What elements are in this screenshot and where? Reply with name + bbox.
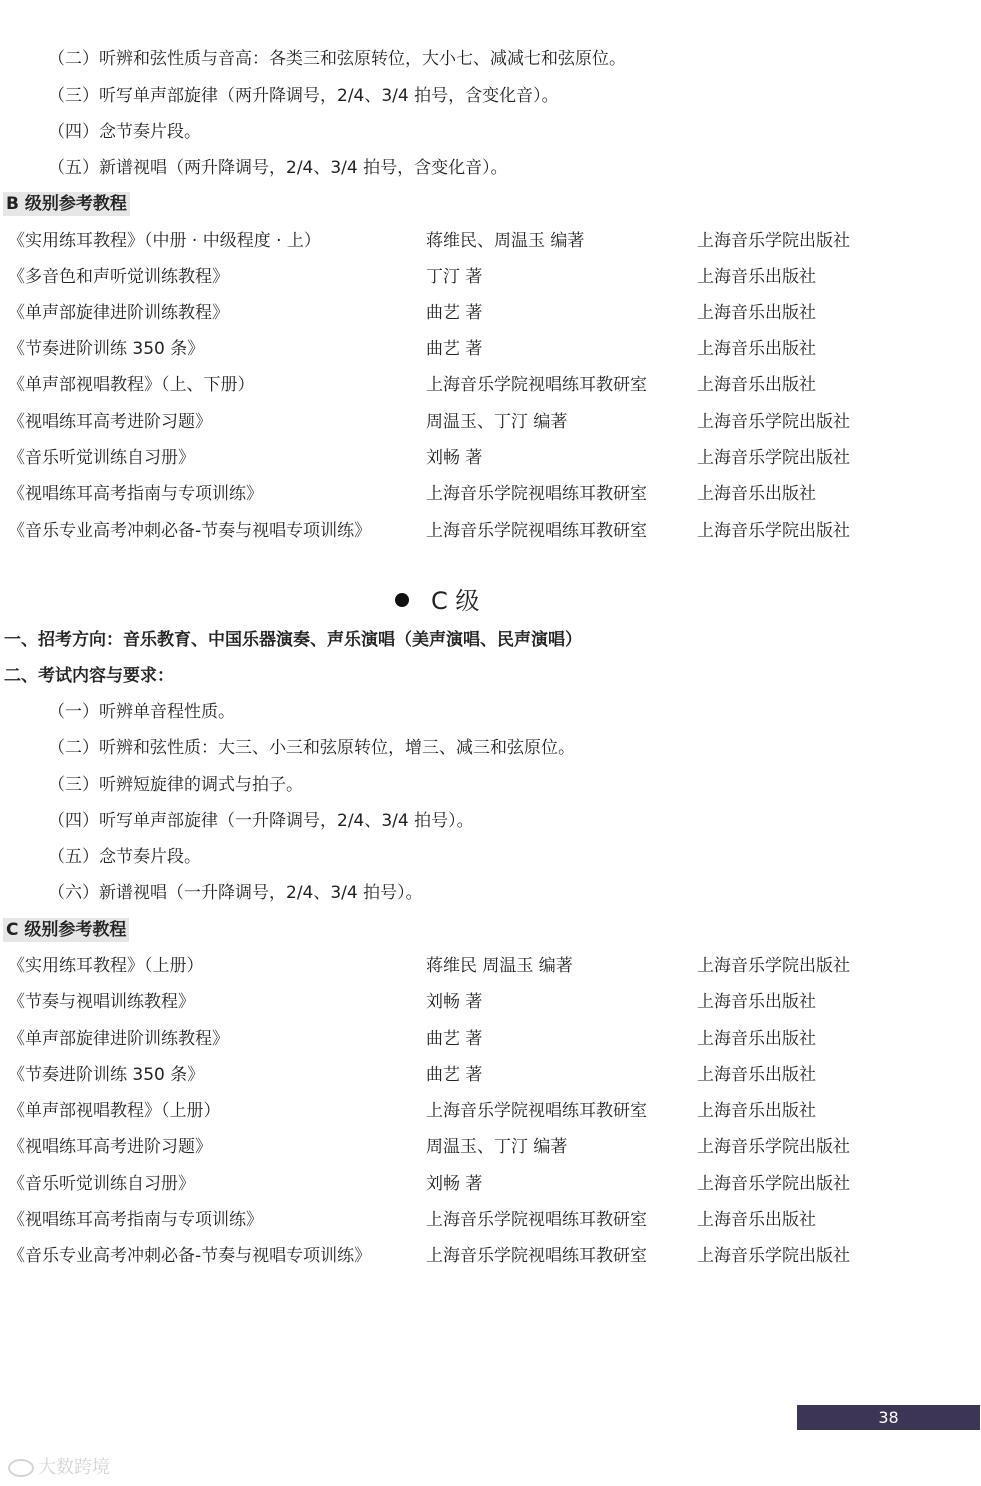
c-book-row	[0, 1244, 981, 1268]
book-publisher: 上海音乐出版社	[697, 339, 816, 359]
book-publisher: 上海音乐出版社	[697, 992, 816, 1012]
c-requirement-3: （三）听辨短旋律的调式与拍子。	[48, 775, 303, 795]
book-title: 《单声部视唱教程》（上册）	[8, 1101, 221, 1121]
book-publisher: 上海音乐学院出版社	[697, 1174, 850, 1194]
book-publisher: 上海音乐出版社	[697, 303, 816, 323]
book-author: 曲艺 著	[426, 303, 483, 323]
book-author: 蒋维民、周温玉 编著	[426, 231, 585, 251]
b-book-row	[0, 337, 981, 361]
book-author: 曲艺 著	[426, 1029, 483, 1049]
book-title: 《多音色和声听觉训练教程》	[8, 267, 229, 287]
book-title: 《音乐听觉训练自习册》	[8, 448, 195, 468]
book-publisher: 上海音乐学院出版社	[697, 956, 850, 976]
b-book-row	[0, 446, 981, 470]
c-requirement-2: （二）听辨和弦性质：大三、小三和弦原转位，增三、减三和弦原位。	[48, 738, 575, 758]
book-title: 《节奏与视唱训练教程》	[8, 992, 195, 1012]
book-author: 刘畅 著	[426, 1174, 483, 1194]
watermark-logo-icon	[8, 1459, 34, 1477]
book-author: 曲艺 著	[426, 1065, 483, 1085]
book-publisher: 上海音乐学院出版社	[697, 231, 850, 251]
book-publisher: 上海音乐出版社	[697, 375, 816, 395]
book-publisher: 上海音乐出版社	[697, 1210, 816, 1230]
book-author: 上海音乐学院视唱练耳教研室	[426, 521, 647, 541]
c-requirement-4: （四）听写单声部旋律（一升降调号，2/4、3/4 拍号）。	[48, 811, 474, 831]
c-requirement-1: （一）听辨单音程性质。	[48, 702, 235, 722]
b-book-row	[0, 519, 981, 543]
b-requirement-4: （四）念节奏片段。	[48, 122, 201, 142]
c-book-row	[0, 1172, 981, 1196]
page-number: 38	[797, 1405, 980, 1430]
book-title: 《视唱练耳高考进阶习题》	[8, 1137, 212, 1157]
book-publisher: 上海音乐出版社	[697, 1101, 816, 1121]
book-title: 《单声部旋律进阶训练教程》	[8, 1029, 229, 1049]
b-book-row	[0, 265, 981, 289]
book-publisher: 上海音乐学院出版社	[697, 1137, 850, 1157]
book-author: 蒋维民 周温玉 编著	[426, 956, 573, 976]
book-author: 刘畅 著	[426, 448, 483, 468]
c-requirement-6: （六）新谱视唱（一升降调号，2/4、3/4 拍号）。	[48, 883, 423, 903]
c-book-row	[0, 1208, 981, 1232]
book-title: 《节奏进阶训练 350 条》	[8, 1065, 205, 1085]
book-publisher: 上海音乐学院出版社	[697, 412, 850, 432]
c-level-title	[395, 586, 479, 616]
b-book-row	[0, 410, 981, 434]
book-author: 上海音乐学院视唱练耳教研室	[426, 1210, 647, 1230]
c-requirement-5: （五）念节奏片段。	[48, 847, 201, 867]
b-book-row	[0, 301, 981, 325]
b-book-row	[0, 482, 981, 506]
c-content-heading: 二、考试内容与要求：	[4, 666, 174, 686]
c-book-row	[0, 1099, 981, 1123]
watermark-text: 大数跨境	[38, 1457, 110, 1478]
c-book-row	[0, 1135, 981, 1159]
book-author: 周温玉、丁汀 编著	[426, 412, 568, 432]
book-title: 《单声部旋律进阶训练教程》	[8, 303, 229, 323]
c-direction: 一、招考方向：音乐教育、中国乐器演奏、声乐演唱（美声演唱、民声演唱）	[4, 630, 582, 650]
book-author: 曲艺 著	[426, 339, 483, 359]
book-publisher: 上海音乐学院出版社	[697, 1246, 850, 1266]
book-publisher: 上海音乐出版社	[697, 1065, 816, 1085]
watermark	[8, 1456, 110, 1480]
c-book-row	[0, 990, 981, 1014]
book-title: 《视唱练耳高考指南与专项训练》	[8, 1210, 263, 1230]
book-publisher: 上海音乐出版社	[697, 484, 816, 504]
book-author: 上海音乐学院视唱练耳教研室	[426, 484, 647, 504]
b-book-row	[0, 373, 981, 397]
b-requirement-2: （二）听辨和弦性质与音高：各类三和弦原转位，大小七、减减七和弦原位。	[48, 49, 626, 69]
bullet-icon	[395, 593, 409, 607]
c-book-row	[0, 1063, 981, 1087]
book-title: 《音乐专业高考冲刺必备-节奏与视唱专项训练》	[8, 521, 372, 541]
c-level-title-text: C 级	[431, 587, 480, 615]
book-title: 《视唱练耳高考进阶习题》	[8, 412, 212, 432]
book-title: 《音乐听觉训练自习册》	[8, 1174, 195, 1194]
book-author: 刘畅 著	[426, 992, 483, 1012]
b-books-heading: B 级别参考教程	[3, 192, 130, 216]
book-publisher: 上海音乐学院出版社	[697, 448, 850, 468]
c-book-row	[0, 954, 981, 978]
book-author: 丁汀 著	[426, 267, 483, 287]
book-title: 《实用练耳教程》（上册）	[8, 956, 204, 976]
book-title: 《单声部视唱教程》（上、下册）	[8, 375, 255, 395]
b-book-row	[0, 229, 981, 253]
c-books-heading: C 级别参考教程	[3, 918, 129, 942]
book-title: 《视唱练耳高考指南与专项训练》	[8, 484, 263, 504]
book-author: 上海音乐学院视唱练耳教研室	[426, 1101, 647, 1121]
book-author: 上海音乐学院视唱练耳教研室	[426, 1246, 647, 1266]
book-publisher: 上海音乐学院出版社	[697, 521, 850, 541]
book-author: 上海音乐学院视唱练耳教研室	[426, 375, 647, 395]
book-publisher: 上海音乐出版社	[697, 267, 816, 287]
c-book-row	[0, 1027, 981, 1051]
book-title: 《音乐专业高考冲刺必备-节奏与视唱专项训练》	[8, 1246, 372, 1266]
book-author: 周温玉、丁汀 编著	[426, 1137, 568, 1157]
b-requirement-5: （五）新谱视唱（两升降调号，2/4、3/4 拍号，含变化音）。	[48, 158, 508, 178]
book-title: 《节奏进阶训练 350 条》	[8, 339, 205, 359]
b-requirement-3: （三）听写单声部旋律（两升降调号，2/4、3/4 拍号，含变化音）。	[48, 86, 559, 106]
book-publisher: 上海音乐出版社	[697, 1029, 816, 1049]
book-title: 《实用练耳教程》（中册 · 中级程度 · 上）	[8, 231, 321, 251]
